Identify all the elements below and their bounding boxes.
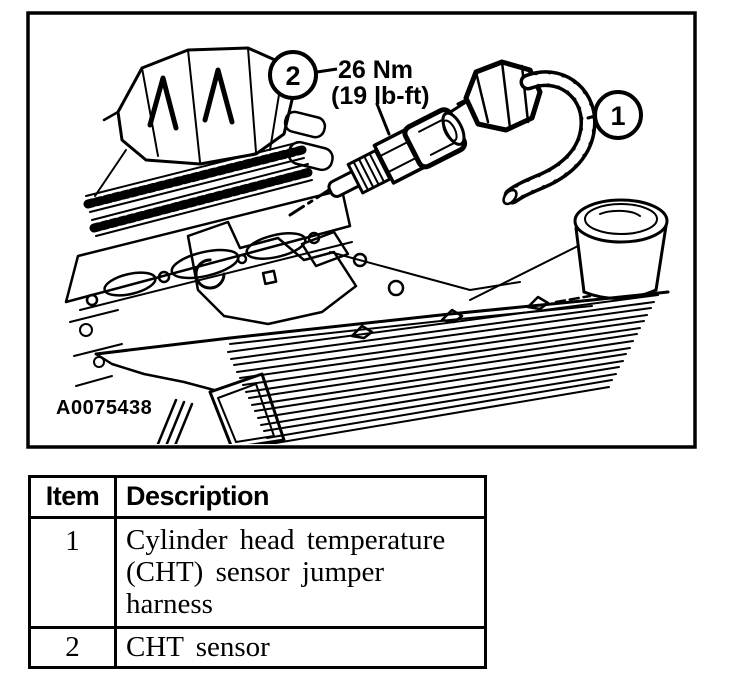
item-description-cell: Cylinder head temperature (CHT) sensor jumper harness xyxy=(116,518,486,628)
item-description-cell: CHT sensor xyxy=(116,628,486,668)
callout-2-number: 2 xyxy=(285,61,301,91)
table-row xyxy=(30,518,486,628)
table-row xyxy=(30,628,486,668)
torque-metric: 26 Nm xyxy=(338,56,414,84)
figure-code: A0075438 xyxy=(56,397,153,419)
callout-1 xyxy=(595,92,641,138)
callout-1-number: 1 xyxy=(610,101,626,131)
item-number-cell: 2 xyxy=(30,628,116,668)
column-header-item: Item xyxy=(30,477,116,518)
item-number-cell: 1 xyxy=(30,518,116,628)
column-header-description: Description xyxy=(116,477,486,518)
legend-table xyxy=(28,475,487,669)
legend-header-row xyxy=(30,477,486,518)
legend-table-container xyxy=(28,475,487,669)
torque-imperial: (19 lb-ft) xyxy=(331,82,430,110)
